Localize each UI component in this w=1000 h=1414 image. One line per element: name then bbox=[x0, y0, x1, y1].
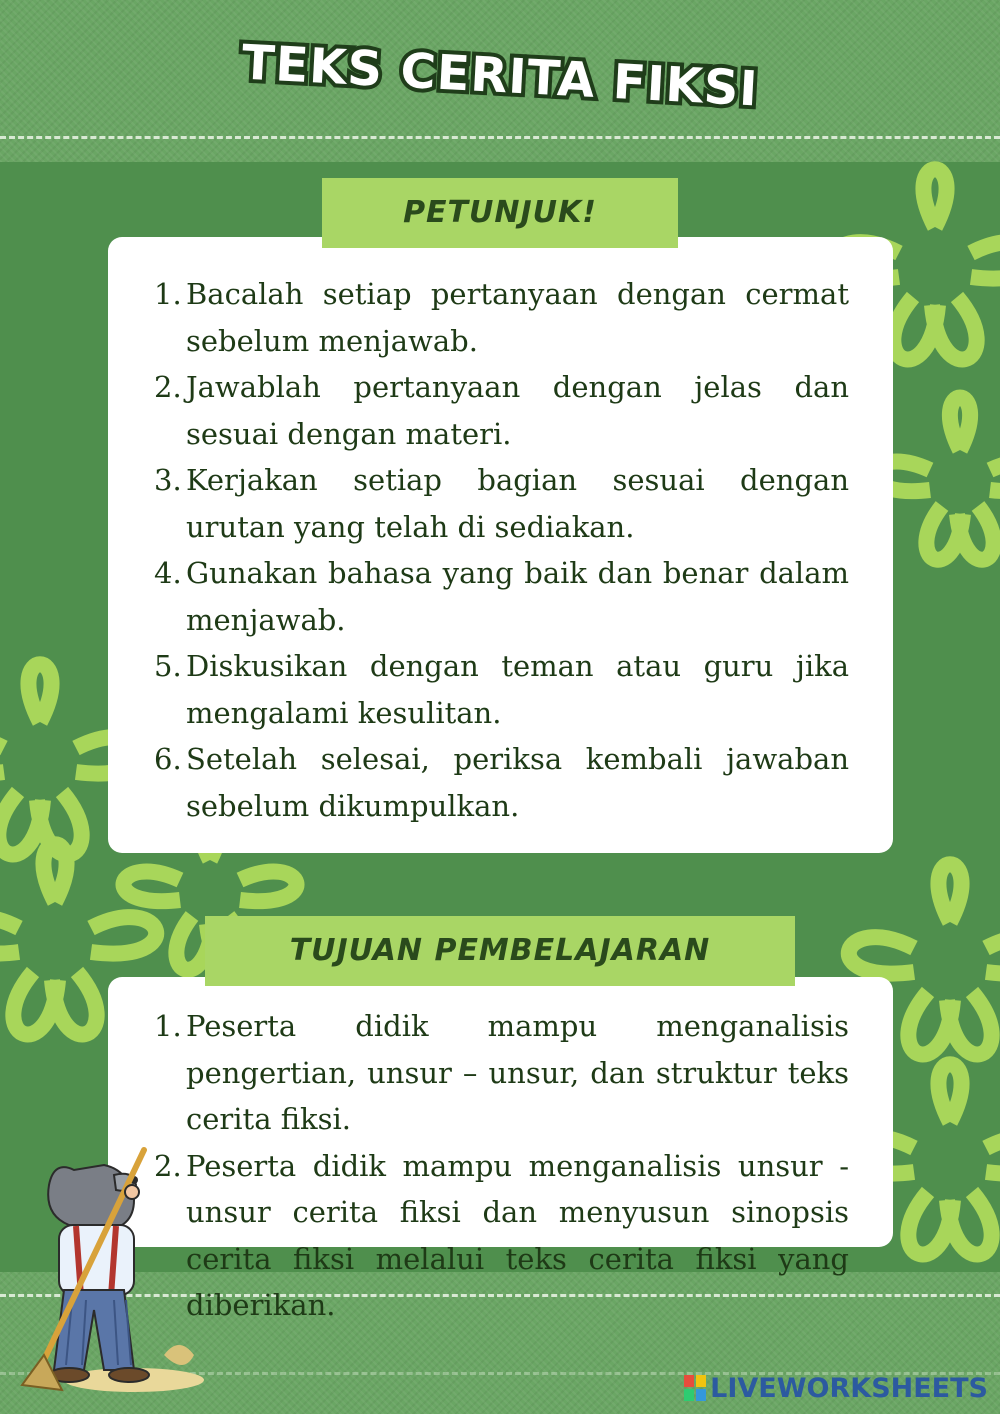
list-item bbox=[154, 736, 849, 829]
list-item bbox=[154, 364, 849, 457]
liveworksheets-brand bbox=[684, 1372, 988, 1404]
list-item bbox=[154, 1143, 849, 1329]
petunjuk-list bbox=[154, 271, 849, 829]
item-number: 3. bbox=[154, 463, 182, 497]
petunjuk-heading: PETUNJUK! bbox=[322, 178, 678, 248]
petunjuk-card bbox=[108, 237, 893, 853]
item-text: Kerjakan setiap bagian sesuai dengan urutan yang telah di sediakan. bbox=[186, 463, 849, 544]
list-item bbox=[154, 643, 849, 736]
list-item bbox=[154, 457, 849, 550]
item-number: 2. bbox=[154, 1148, 182, 1183]
tujuan-card bbox=[108, 977, 893, 1322]
tujuan-list bbox=[154, 1003, 849, 1329]
item-text: Peserta didik mampu menganalisis pengertian, unsur – unsur, dan struktur teks cerita fiksi. bbox=[186, 1009, 849, 1136]
item-number: 1. bbox=[154, 277, 182, 311]
list-item bbox=[154, 271, 849, 364]
item-number: 4. bbox=[154, 556, 182, 590]
item-text: Peserta didik mampu menganalisis unsur - unsur cerita fiksi dan menyusun sinopsis cerita fiksi melalui teks cerita fiksi yang diberikan. bbox=[186, 1148, 849, 1322]
tujuan-heading: TUJUAN PEMBELAJARAN bbox=[205, 916, 795, 986]
item-text: Gunakan bahasa yang baik dan benar dalam menjawab. bbox=[186, 556, 849, 637]
item-text: Setelah selesai, periksa kembali jawaban sebelum dikumpulkan. bbox=[186, 742, 849, 823]
item-text: Bacalah setiap pertanyaan dengan cermat sebelum menjawab. bbox=[186, 277, 849, 358]
list-item bbox=[154, 550, 849, 643]
item-number: 2. bbox=[154, 370, 182, 404]
liveworksheets-logo-icon bbox=[684, 1375, 706, 1401]
list-item bbox=[154, 1003, 849, 1143]
item-number: 5. bbox=[154, 649, 182, 683]
item-text: Diskusikan dengan teman atau guru jika mengalami kesulitan. bbox=[186, 649, 849, 730]
brand-text: LIVEWORKSHEETS bbox=[710, 1372, 988, 1404]
item-text: Jawablah pertanyaan dengan jelas dan sesuai dengan materi. bbox=[186, 370, 849, 451]
item-number: 1. bbox=[154, 1009, 182, 1043]
mole-sweeper-illustration bbox=[14, 1130, 214, 1395]
item-number: 6. bbox=[154, 742, 182, 776]
page-title: TEKS CERITA FIKSI bbox=[240, 34, 760, 118]
